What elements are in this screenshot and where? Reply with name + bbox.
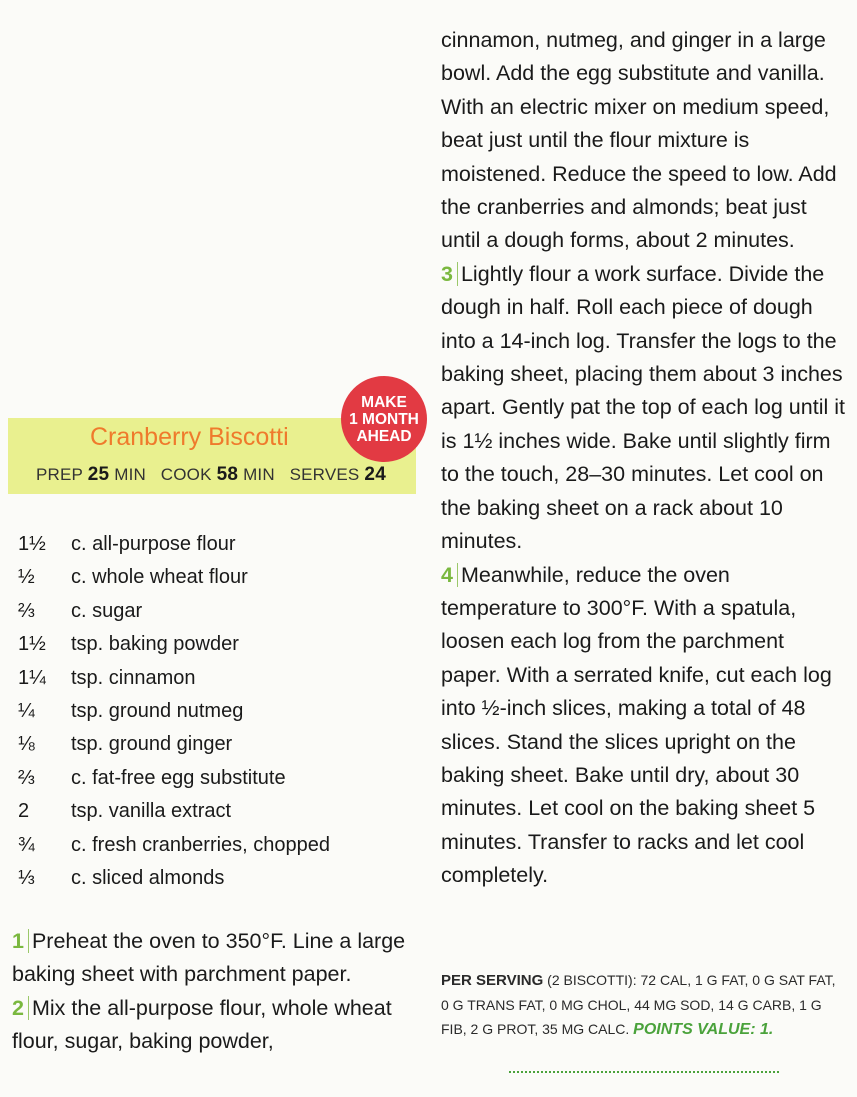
- ingredient-item: tsp. ground nutmeg: [71, 700, 244, 723]
- step-4-text: Meanwhile, reduce the oven temperature to 300°F. With a spatula, loosen each log from the parchment paper. With a serrated knife, cut each log into ½-inch slices, making a total of 48 slices. Stand the slices upright on the baking sheet. Bake until dry, about 30 minutes. Let cool on the baking sheet 5 minutes. Transfer to racks and let cool completely.: [441, 562, 832, 888]
- ingredient-qty: ¼: [18, 700, 35, 723]
- ingredient-qty: ⅓: [18, 867, 35, 890]
- prep-label: PREP: [36, 465, 83, 484]
- cook-label: COOK: [160, 465, 212, 484]
- step-4: [441, 559, 846, 893]
- prep-value: 25: [87, 464, 110, 485]
- step-1: [12, 925, 412, 992]
- ingredient-row: [18, 829, 418, 862]
- ingredient-qty: ½: [18, 566, 35, 589]
- step-2: [12, 992, 412, 1059]
- ingredient-row: [18, 561, 418, 594]
- cook-unit: MIN: [243, 465, 275, 484]
- recipe-title: Cranberry Biscotti: [90, 423, 289, 451]
- step-3: [441, 258, 846, 559]
- ingredient-item: c. fresh cranberries, chopped: [71, 833, 331, 856]
- serves-label: SERVES: [289, 465, 360, 484]
- ingredient-list: [18, 528, 418, 895]
- ingredient-row: [18, 795, 418, 828]
- step-4-number: 4: [441, 563, 458, 587]
- step-1-text: Preheat the oven to 350°F. Line a large baking sheet with parchment paper.: [12, 929, 406, 987]
- badge-line-2: 1 MONTH: [349, 410, 419, 428]
- ingredient-item: tsp. vanilla extract: [71, 800, 232, 823]
- ingredient-qty: ⅛: [18, 733, 35, 756]
- ingredient-item: tsp. ground ginger: [71, 733, 233, 756]
- ingredient-row: [18, 728, 418, 761]
- nutrition-lead: PER SERVING: [441, 972, 544, 989]
- serves-value: 24: [364, 464, 386, 485]
- ingredient-qty: 1½: [18, 633, 46, 656]
- step-3-text: Lightly flour a work surface. Divide the dough in half. Roll each piece of dough into a 14-inch log. Transfer the logs to the baking sheet, placing them about 3 inches apart. Gently pat the top of each log until it is 1½ inches wide. Bake until slightly firm to the touch, 28–30 minutes. Let cool on the baking sheet on a rack about 10 minutes.: [441, 261, 845, 554]
- ingredient-qty: ¾: [18, 833, 35, 856]
- ingredient-row: [18, 762, 418, 795]
- points-label: POINTS: [633, 1021, 693, 1038]
- cook-value: 58: [216, 464, 239, 485]
- right-column: [441, 24, 846, 893]
- ingredient-item: tsp. cinnamon: [71, 666, 196, 689]
- ingredient-item: c. all-purpose flour: [71, 533, 236, 555]
- badge-line-1: MAKE: [361, 393, 407, 411]
- ingredient-row: [18, 628, 418, 661]
- ingredient-item: tsp. baking powder: [71, 633, 239, 656]
- ingredient-qty: 1½: [18, 533, 46, 555]
- ingredient-item: c. fat-free egg substitute: [71, 766, 286, 789]
- nutrition-info: [441, 968, 846, 1042]
- ingredient-qty: 2: [18, 800, 30, 823]
- ingredient-item: c. whole wheat flour: [71, 566, 248, 589]
- ingredient-qty: ⅔: [18, 766, 35, 789]
- ingredient-row: [18, 528, 418, 561]
- ingredient-row: [18, 595, 418, 628]
- dotted-divider: [509, 1071, 779, 1073]
- prep-unit: MIN: [114, 465, 146, 484]
- badge-line-3: AHEAD: [356, 427, 412, 445]
- step-2-continued: cinnamon, nutmeg, and ginger in a large bowl. Add the egg substitute and vanilla. With an electric mixer on medium speed, beat just until the flour mixture is moistened. Reduce the speed to low. Add the cranberries and almonds; beat just until a dough forms, about 2 minutes.: [441, 28, 837, 253]
- step-3-number: 3: [441, 262, 458, 286]
- ingredient-qty: ⅔: [18, 599, 35, 622]
- ingredient-row: [18, 662, 418, 695]
- step-2-text: Mix the all-purpose flour, whole wheat flour, sugar, baking powder,: [12, 995, 392, 1054]
- left-steps: [12, 925, 412, 1059]
- ingredient-item: c. sliced almonds: [71, 867, 225, 890]
- step-1-number: 1: [12, 929, 29, 953]
- nutrition-text: (2 BISCOTTI): 72 CAL, 1 G FAT, 0 G SAT FAT, 0 G TRANS FAT, 0 MG CHOL, 44 MG SOD, 14 G CARB, 1 G FIB, 2 G PROT, 35 MG CALC.: [441, 972, 836, 1037]
- recipe-meta: [36, 464, 386, 486]
- make-ahead-badge: [341, 376, 427, 462]
- ingredient-row: [18, 862, 418, 895]
- ingredient-row: [18, 695, 418, 728]
- ingredient-item: c. sugar: [71, 599, 143, 622]
- step-2-number: 2: [12, 996, 29, 1020]
- ingredient-qty: 1¼: [18, 666, 46, 689]
- points-value: VALUE: 1.: [692, 1021, 774, 1038]
